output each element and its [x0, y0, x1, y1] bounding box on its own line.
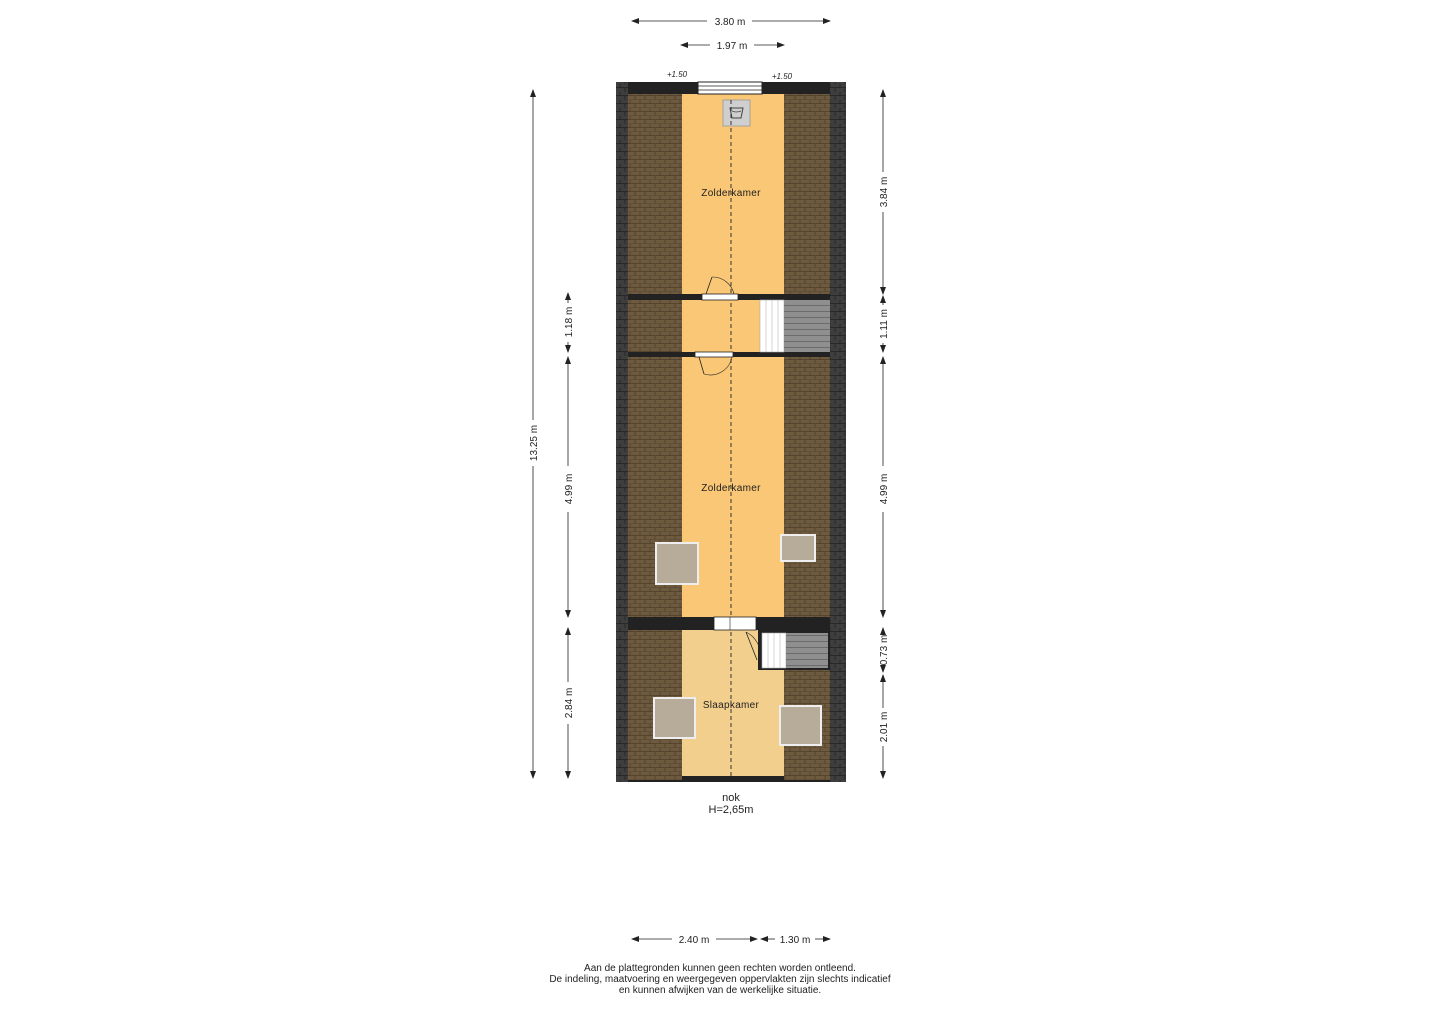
skylight-icon — [780, 706, 821, 745]
svg-text:1.18 m: 1.18 m — [564, 306, 575, 338]
skylight-icon — [656, 543, 698, 584]
ridge-label: nok — [722, 792, 740, 804]
dimension-left-seg-1 — [564, 293, 575, 352]
dimension-bottom-left — [632, 935, 757, 946]
dimension-top-inner — [681, 41, 784, 52]
stairs-lower — [758, 630, 830, 670]
dimension-left-seg-2 — [564, 357, 575, 617]
disclaimer-line-2: De indeling, maatvoering en weergegeven oppervlakten zijn slechts indicatief — [549, 974, 891, 985]
dimension-right-seg-1 — [879, 90, 890, 294]
svg-text:4.99 m: 4.99 m — [564, 473, 575, 505]
svg-text:1.11 m: 1.11 m — [879, 309, 890, 339]
top-window — [698, 82, 762, 94]
dimension-right-seg-3 — [879, 357, 890, 617]
disclaimer-line-1: Aan de plattegronden kunnen geen rechten worden ontleend. — [584, 963, 856, 974]
svg-text:2.40 m: 2.40 m — [678, 935, 710, 946]
dimension-right-seg-5 — [879, 675, 890, 778]
room-label-bottom: Slaapkamer — [702, 700, 760, 711]
room-label-middle: Zolderkamer — [701, 483, 761, 494]
disclaimer — [0, 963, 1440, 996]
svg-text:3.80 m: 3.80 m — [714, 17, 746, 28]
dimension-left-total — [529, 90, 540, 778]
svg-text:1.30 m: 1.30 m — [779, 935, 811, 946]
dimension-right-seg-4 — [879, 628, 890, 672]
elevation-label-left: +1.50 — [666, 70, 688, 79]
dimension-top-outer — [632, 17, 830, 28]
svg-text:2.01 m: 2.01 m — [879, 711, 890, 743]
svg-text:0.73 m: 0.73 m — [879, 634, 890, 666]
skylight-icon — [654, 698, 695, 738]
stairs-upper — [760, 300, 830, 352]
dimension-right-seg-2 — [879, 296, 890, 352]
dimension-bottom-right — [761, 935, 830, 946]
svg-text:3.84 m: 3.84 m — [879, 176, 890, 208]
disclaimer-line-3: en kunnen afwijken van de werkelijke situatie. — [618, 985, 822, 996]
svg-text:13.25 m: 13.25 m — [529, 424, 540, 462]
room-label-top: Zolderkamer — [701, 188, 761, 199]
skylight-icon — [781, 535, 815, 561]
ridge-height: H=2,65m — [708, 804, 754, 816]
svg-text:4.99 m: 4.99 m — [879, 473, 890, 505]
elevation-label-right: +1.50 — [771, 72, 793, 81]
washing-machine-icon — [723, 100, 750, 126]
dimension-left-seg-3 — [564, 628, 575, 778]
svg-text:2.84 m: 2.84 m — [564, 687, 575, 719]
svg-text:1.97 m: 1.97 m — [716, 41, 748, 52]
